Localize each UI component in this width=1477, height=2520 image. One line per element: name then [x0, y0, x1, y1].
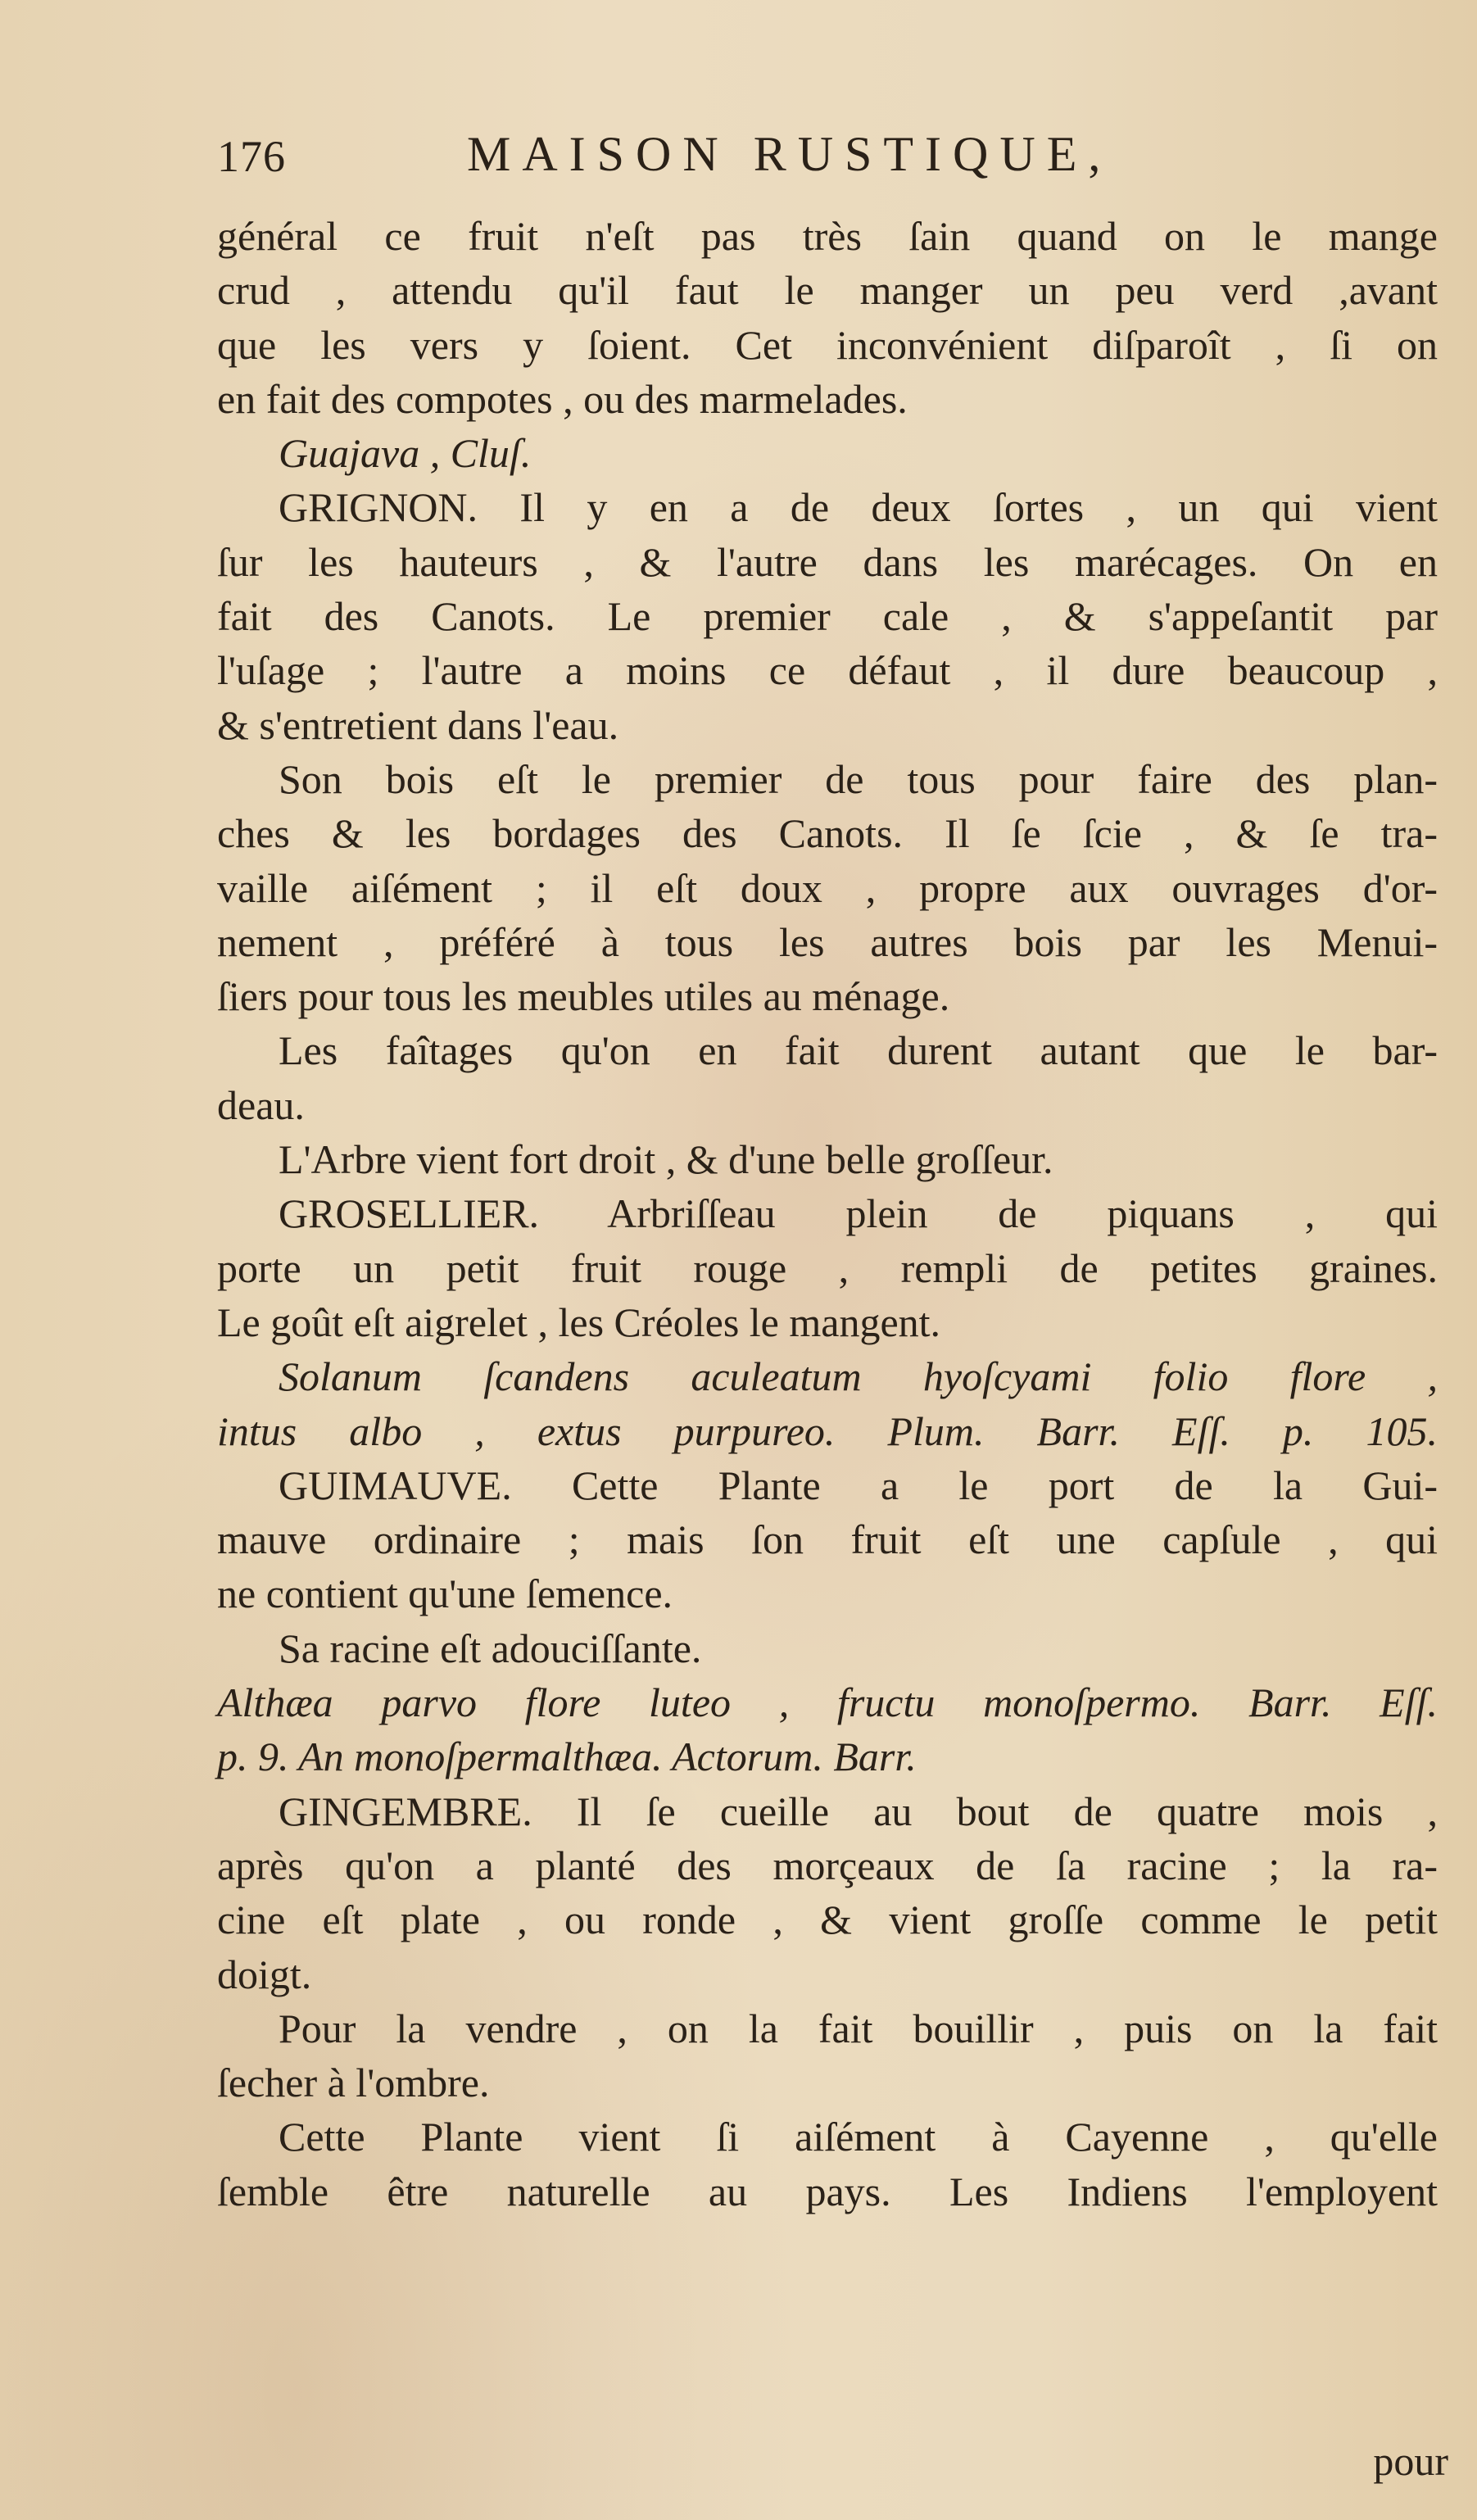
text-line: nement , préféré à tous les autres bois par les Menui-	[217, 918, 1438, 965]
text-line: GINGEMBRE. Il ſe cueille au bout de quatre mois ,	[279, 1788, 1438, 1834]
page-header	[217, 123, 1446, 209]
text-line: porte un petit fruit rouge , rempli de petites graines.	[217, 1244, 1438, 1291]
text-line: intus albo , extus purpureo. Plum. Barr. Eſſ. p. 105.	[217, 1407, 1438, 1454]
text-line: & s'entretient dans l'eau.	[217, 701, 619, 748]
text-line: après qu'on a planté des morçeaux de ſa racine ; la ra-	[217, 1842, 1438, 1888]
text-line: ſemble être naturelle au pays. Les Indiens l'employent	[217, 2168, 1438, 2214]
text-line: mauve ordinaire ; mais ſon fruit eſt une capſule , qui	[217, 1516, 1438, 1563]
text-line: GROSELLIER. Arbriſſeau plein de piquans , qui	[279, 1190, 1438, 1237]
text-line: ſur les hauteurs , & l'autre dans les marécages. On en	[217, 538, 1438, 585]
running-title: MAISON RUSTIQUE,	[467, 127, 1112, 181]
text-line: fait des Canots. Le premier cale , & s'appeſantit par	[217, 593, 1438, 640]
text-line: L'Arbre vient fort droit , & d'une belle groſſeur.	[279, 1136, 1053, 1183]
text-line: vaille aiſément ; il eſt doux , propre aux ouvrages d'or-	[217, 864, 1438, 911]
text-line: ne contient qu'une ſemence.	[217, 1570, 673, 1617]
text-line: Le goût eſt aigrelet , les Créoles le mangent.	[217, 1299, 941, 1345]
text-line: Les faîtages qu'on en fait durent autant que le bar-	[279, 1027, 1438, 1074]
text-line: doigt.	[217, 1951, 312, 1997]
body-text	[217, 209, 1446, 2219]
text-line: deau.	[217, 1081, 305, 1128]
text-line: Son bois eſt le premier de tous pour faire des plan-	[279, 755, 1438, 802]
text-line: Guajava , Cluſ.	[279, 430, 532, 477]
text-line: crud , attendu qu'il faut le manger un peu verd ,avant	[217, 267, 1438, 314]
text-line: Solanum ſcandens aculeatum hyoſcyami folio flore ,	[279, 1353, 1438, 1400]
text-line: général ce fruit n'eſt pas très ſain quand on le mange	[217, 213, 1438, 259]
text-line: GRIGNON. Il y en a de deux ſortes , un qui vient	[279, 484, 1438, 531]
text-line: cine eſt plate , ou ronde , & vient groſſe comme le petit	[217, 1897, 1438, 1943]
text-line: que les vers y ſoient. Cet inconvénient diſparoît , ſi on	[217, 321, 1438, 368]
text-line: en fait des compotes , ou des marmelades.	[217, 375, 908, 422]
text-line: ſiers pour tous les meubles utiles au ménage.	[217, 973, 950, 1020]
page-number: 176	[217, 132, 286, 181]
text-line: ſecher à l'ombre.	[217, 2060, 490, 2106]
catchword: pour	[1373, 2438, 1448, 2484]
book-page	[217, 123, 1446, 2219]
text-line: Sa racine eſt adouciſſante.	[279, 1625, 702, 1671]
text-line: ches & les bordages des Canots. Il ſe ſcie , & ſe tra-	[217, 810, 1438, 857]
text-line: Cette Plante vient ſi aiſément à Cayenne , qu'elle	[279, 2114, 1438, 2160]
text-line: Pour la vendre , on la fait bouillir , puis on la fait	[279, 2005, 1438, 2051]
text-line: p. 9. An monoſpermalthæa. Actorum. Barr.	[217, 1734, 917, 1780]
text-line: GUIMAUVE. Cette Plante a le port de la Gui-	[279, 1462, 1438, 1508]
text-line: l'uſage ; l'autre a moins ce défaut , il dure beaucoup ,	[217, 647, 1438, 694]
text-line: Althæa parvo flore luteo , fructu monoſpermo. Barr. Eſſ.	[217, 1679, 1438, 1726]
